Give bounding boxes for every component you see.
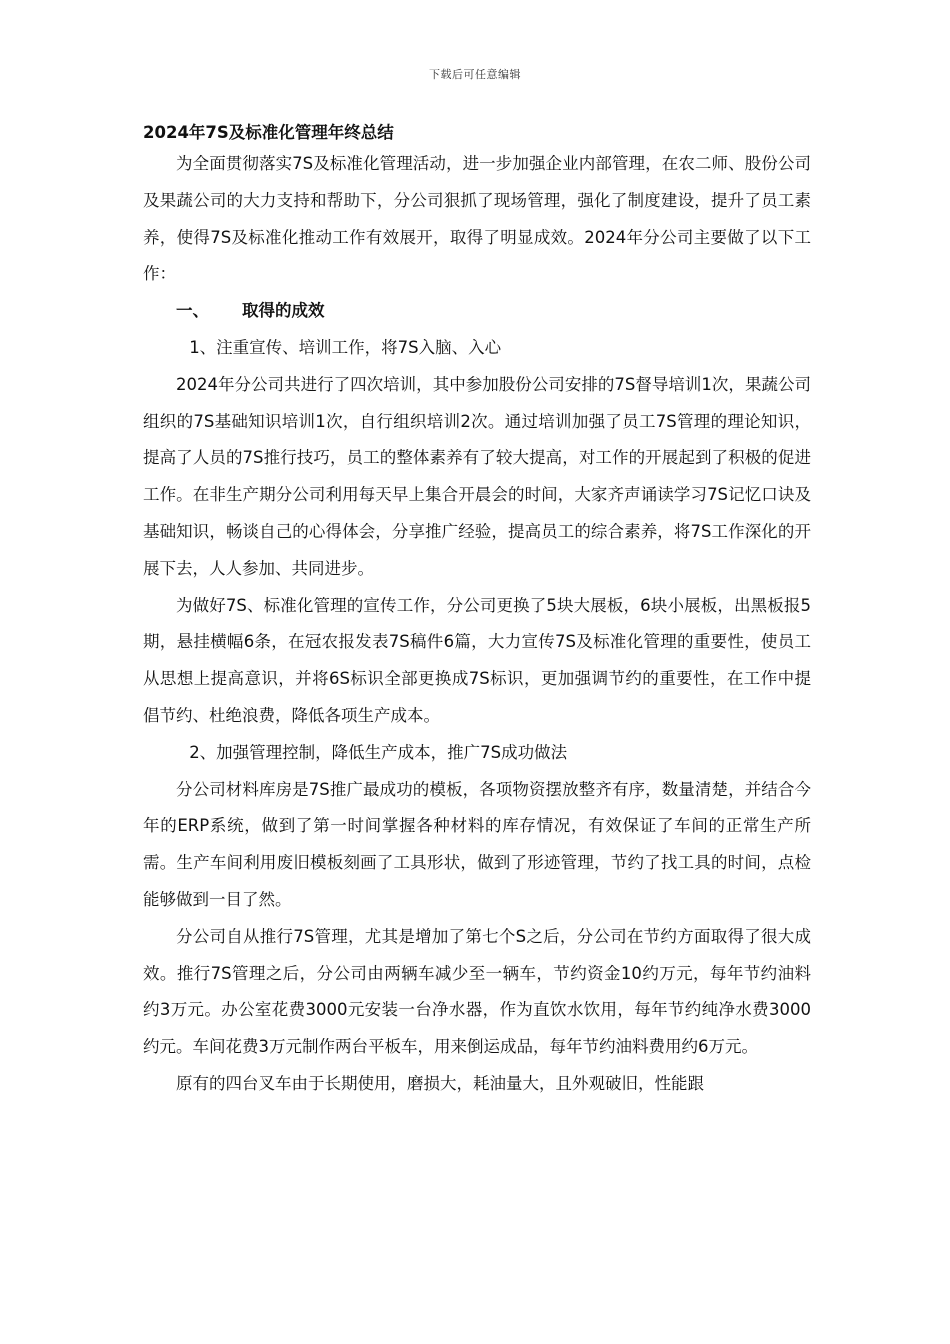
paragraph: 分公司自从推行7S管理，尤其是增加了第七个S之后，分公司在节约方面取得了很大成效。推行7S管理之后，分公司由两辆车减少至一辆车，节约资金10约万元，每年节约油料约3万元。办公室花费3000元安装一台净水器，作为直饮水饮用，每年节约纯净水费3000约元。车间花费3万元制作两台平板车，用来倒运成品，每年节约油料费用约6万元。 xyxy=(143,926,811,1057)
document-title: 2024年7S及标准化管理年终总结 xyxy=(143,123,394,142)
subsection-heading-2: 2、加强管理控制，降低生产成本，推广7S成功做法 xyxy=(189,742,568,762)
subsection-heading-1: 1、注重宣传、培训工作，将7S入脑、入心 xyxy=(189,337,502,357)
header-note: 下载后可任意编辑 xyxy=(429,68,521,81)
section-number: 一、 xyxy=(176,301,209,321)
document-body xyxy=(143,120,811,1103)
paragraph: 分公司材料库房是7S推广最成功的模板，各项物资摆放整齐有序，数量清楚，并结合今年的ERP系统，做到了第一时间掌握各种材料的库存情况，有效保证了车间的正常生产所需。生产车间利用废旧模板刻画了工具形状，做到了形迹管理，节约了找工具的时间，点检能够做到一目了然。 xyxy=(143,779,811,909)
section-title: 取得的成效 xyxy=(242,301,325,321)
paragraph: 原有的四台叉车由于长期使用，磨损大，耗油量大，且外观破旧，性能跟 xyxy=(176,1073,704,1093)
section-heading-1 xyxy=(143,293,811,330)
intro-paragraph: 为全面贯彻落实7S及标准化管理活动，进一步加强企业内部管理，在农二师、股份公司及果蔬公司的大力支持和帮助下，分公司狠抓了现场管理，强化了制度建设，提升了员工素养，使得7S及标准化推动工作有效展开，取得了明显成效。2024年分公司主要做了以下工作： xyxy=(143,154,811,284)
paragraph: 为做好7S、标准化管理的宣传工作，分公司更换了5块大展板，6块小展板，出黑板报5期，悬挂横幅6条，在冠农报发表7S稿件6篇，大力宣传7S及标准化管理的重要性，使员工从思想上提高意识，并将6S标识全部更换成7S标识，更加强调节约的重要性，在工作中提倡节约、杜绝浪费，降低各项生产成本。 xyxy=(143,595,811,725)
paragraph: 2024年分公司共进行了四次培训，其中参加股份公司安排的7S督导培训1次，果蔬公司组织的7S基础知识培训1次，自行组织培训2次。通过培训加强了员工7S管理的理论知识，提高了人员的7S推行技巧，员工的整体素养有了较大提高，对工作的开展起到了积极的促进工作。在非生产期分公司利用每天早上集合开晨会的时间，大家齐声诵读学习7S记忆口诀及基础知识，畅谈自己的心得体会，分享推广经验，提高员工的综合素养，将7S工作深化的开展下去，人人参加、共同进步。 xyxy=(143,374,811,578)
